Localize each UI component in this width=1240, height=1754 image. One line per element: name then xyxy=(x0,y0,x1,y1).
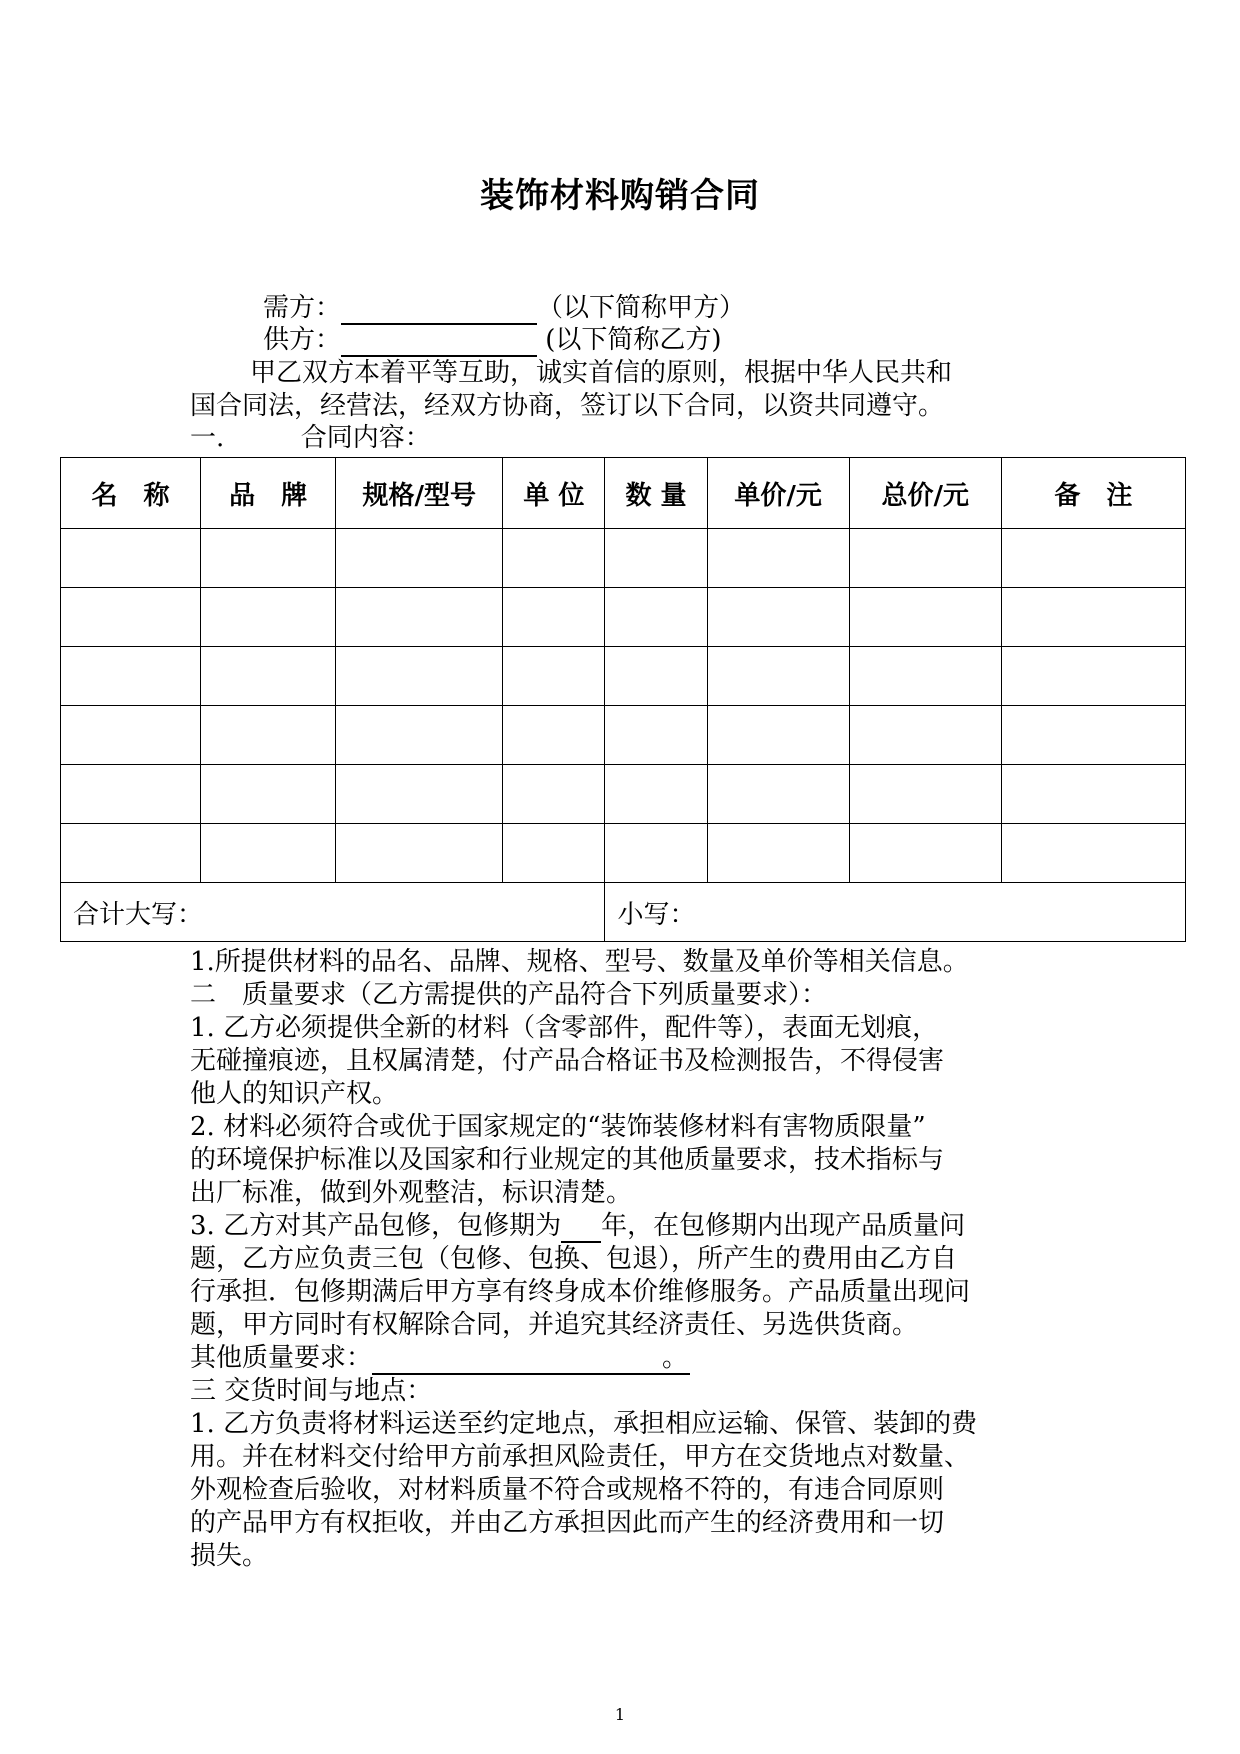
body-line-7: 的环境保护标准以及国家和行业规定的其他质量要求，技术指标与 xyxy=(190,1145,945,1175)
table-cell[interactable] xyxy=(707,824,849,883)
warranty-prefix: 3. 乙方对其产品包修，包修期为 xyxy=(190,1211,562,1241)
col-header-total-price: 总价/元 xyxy=(849,458,1001,529)
table-header-row xyxy=(61,458,1186,529)
items-table xyxy=(60,457,1186,942)
body-line-18: 的产品甲方有权拒收，并由乙方承担因此而产生的经济费用和一切 xyxy=(190,1508,945,1538)
table-cell[interactable] xyxy=(336,647,503,706)
body-line-10: 题，乙方应负责三包（包修、包换、包退），所产生的费用由乙方自 xyxy=(190,1244,958,1274)
body-line-12: 题，甲方同时有权解除合同，并追究其经济责任、另选供货商。 xyxy=(190,1310,919,1340)
table-cell[interactable] xyxy=(201,706,336,765)
section-1-heading xyxy=(190,422,1070,455)
table-cell[interactable] xyxy=(707,588,849,647)
col-header-remarks: 备 注 xyxy=(1001,458,1185,529)
table-cell[interactable] xyxy=(201,588,336,647)
seller-blank[interactable] xyxy=(341,327,537,357)
table-cell[interactable] xyxy=(605,765,707,824)
table-cell[interactable] xyxy=(503,588,605,647)
table-cell[interactable] xyxy=(849,647,1001,706)
table-cell[interactable] xyxy=(849,765,1001,824)
table-cell[interactable] xyxy=(336,824,503,883)
table-cell[interactable] xyxy=(336,588,503,647)
page-title: 装饰材料购销合同 xyxy=(480,176,760,216)
col-header-name: 名 称 xyxy=(61,458,201,529)
col-header-unit-price: 单价/元 xyxy=(707,458,849,529)
table-cell[interactable] xyxy=(1001,647,1185,706)
intro-line-1: 甲乙双方本着平等互助，诚实首信的原则，根据中华人民共和 xyxy=(250,358,953,388)
body-line-4: 无碰撞痕迹，且权属清楚，付产品合格证书及检测报告，不得侵害 xyxy=(190,1046,945,1076)
total-lower-cell[interactable] xyxy=(605,883,1186,942)
col-header-quantity: 数 量 xyxy=(605,458,707,529)
table-total-row xyxy=(61,883,1186,942)
body-line-16: 用。并在材料交付给甲方前承担风险责任，甲方在交货地点对数量、 xyxy=(190,1442,971,1472)
col-header-spec: 规格/型号 xyxy=(336,458,503,529)
total-lower-label: 小写： xyxy=(617,899,696,930)
table-cell[interactable] xyxy=(336,706,503,765)
table-cell[interactable] xyxy=(707,529,849,588)
body-line-1: 1.所提供材料的品名、品牌、规格、型号、数量及单价等相关信息。 xyxy=(190,947,969,977)
table-row xyxy=(61,588,1186,647)
table-cell[interactable] xyxy=(1001,529,1185,588)
body-line-19: 损失。 xyxy=(190,1541,269,1571)
table-cell[interactable] xyxy=(201,824,336,883)
section-1-title: 合同内容： xyxy=(300,423,431,453)
seller-label: 供方： xyxy=(263,325,342,355)
table-row xyxy=(61,706,1186,765)
buyer-line xyxy=(263,292,1143,325)
page-number: 1 xyxy=(614,1705,626,1724)
table-cell[interactable] xyxy=(1001,765,1185,824)
table-cell[interactable] xyxy=(61,706,201,765)
section-2-heading: 二 质量要求（乙方需提供的产品符合下列质量要求）： xyxy=(190,980,828,1010)
warranty-years-blank[interactable] xyxy=(561,1213,601,1243)
table-cell[interactable] xyxy=(849,824,1001,883)
table-row xyxy=(61,824,1186,883)
body-line-11: 行承担．包修期满后甲方享有终身成本价维修服务。产品质量出现问 xyxy=(190,1277,971,1307)
seller-line xyxy=(263,324,1143,357)
buyer-blank[interactable] xyxy=(341,295,537,325)
warranty-suffix: 年，在包修期内出现产品质量问 xyxy=(601,1211,966,1241)
table-cell[interactable] xyxy=(336,529,503,588)
table-row xyxy=(61,529,1186,588)
table-cell[interactable] xyxy=(849,706,1001,765)
section-3-heading: 三 交货时间与地点： xyxy=(190,1376,433,1406)
buyer-label: 需方： xyxy=(263,293,342,323)
table-cell[interactable] xyxy=(503,529,605,588)
table-cell[interactable] xyxy=(61,824,201,883)
table-cell[interactable] xyxy=(605,529,707,588)
table-cell[interactable] xyxy=(503,647,605,706)
seller-suffix: (以下简称乙方) xyxy=(545,325,722,355)
body-line-3: 1. 乙方必须提供全新的材料（含零部件，配件等），表面无划痕， xyxy=(190,1013,939,1043)
total-upper-label: 合计大写： xyxy=(73,899,204,930)
col-header-brand: 品 牌 xyxy=(201,458,336,529)
other-quality-end: 。 xyxy=(662,1343,689,1373)
table-cell[interactable] xyxy=(61,529,201,588)
body-line-8: 出厂标准，做到外观整洁，标识清楚。 xyxy=(190,1178,633,1208)
table-cell[interactable] xyxy=(707,706,849,765)
table-cell[interactable] xyxy=(605,588,707,647)
other-quality-blank[interactable] xyxy=(372,1345,690,1375)
table-cell[interactable] xyxy=(61,588,201,647)
other-quality-line xyxy=(190,1342,1070,1375)
col-header-unit: 单 位 xyxy=(503,458,605,529)
body-line-5: 他人的知识产权。 xyxy=(190,1079,399,1109)
table-cell[interactable] xyxy=(707,765,849,824)
other-quality-label: 其他质量要求： xyxy=(190,1343,373,1373)
table-cell[interactable] xyxy=(61,647,201,706)
section-1-number: 一. xyxy=(190,423,225,453)
table-cell[interactable] xyxy=(707,647,849,706)
table-cell[interactable] xyxy=(336,765,503,824)
body-line-17: 外观检查后验收，对材料质量不符合或规格不符的，有违合同原则 xyxy=(190,1475,945,1505)
table-cell[interactable] xyxy=(605,647,707,706)
table-cell[interactable] xyxy=(1001,824,1185,883)
table-cell[interactable] xyxy=(605,824,707,883)
total-upper-cell[interactable] xyxy=(61,883,605,942)
warranty-line xyxy=(190,1210,1070,1243)
table-cell[interactable] xyxy=(1001,706,1185,765)
table-row xyxy=(61,647,1186,706)
table-cell[interactable] xyxy=(61,765,201,824)
table-row xyxy=(61,765,1186,824)
table-cell[interactable] xyxy=(201,647,336,706)
table-cell[interactable] xyxy=(849,529,1001,588)
table-cell[interactable] xyxy=(201,529,336,588)
table-cell[interactable] xyxy=(503,706,605,765)
table-cell[interactable] xyxy=(605,706,707,765)
table-cell[interactable] xyxy=(849,588,1001,647)
table-cell[interactable] xyxy=(503,765,605,824)
table-cell[interactable] xyxy=(1001,588,1185,647)
intro-line-2: 国合同法，经营法，经双方协商，签订以下合同，以资共同遵守。 xyxy=(190,391,945,421)
body-line-15: 1. 乙方负责将材料运送至约定地点，承担相应运输、保管、装卸的费 xyxy=(190,1409,978,1439)
table-cell[interactable] xyxy=(503,824,605,883)
buyer-suffix: （以下简称甲方） xyxy=(537,293,746,323)
table-cell[interactable] xyxy=(201,765,336,824)
body-line-6: 2. 材料必须符合或优于国家规定的“装饰装修材料有害物质限量” xyxy=(190,1112,926,1142)
